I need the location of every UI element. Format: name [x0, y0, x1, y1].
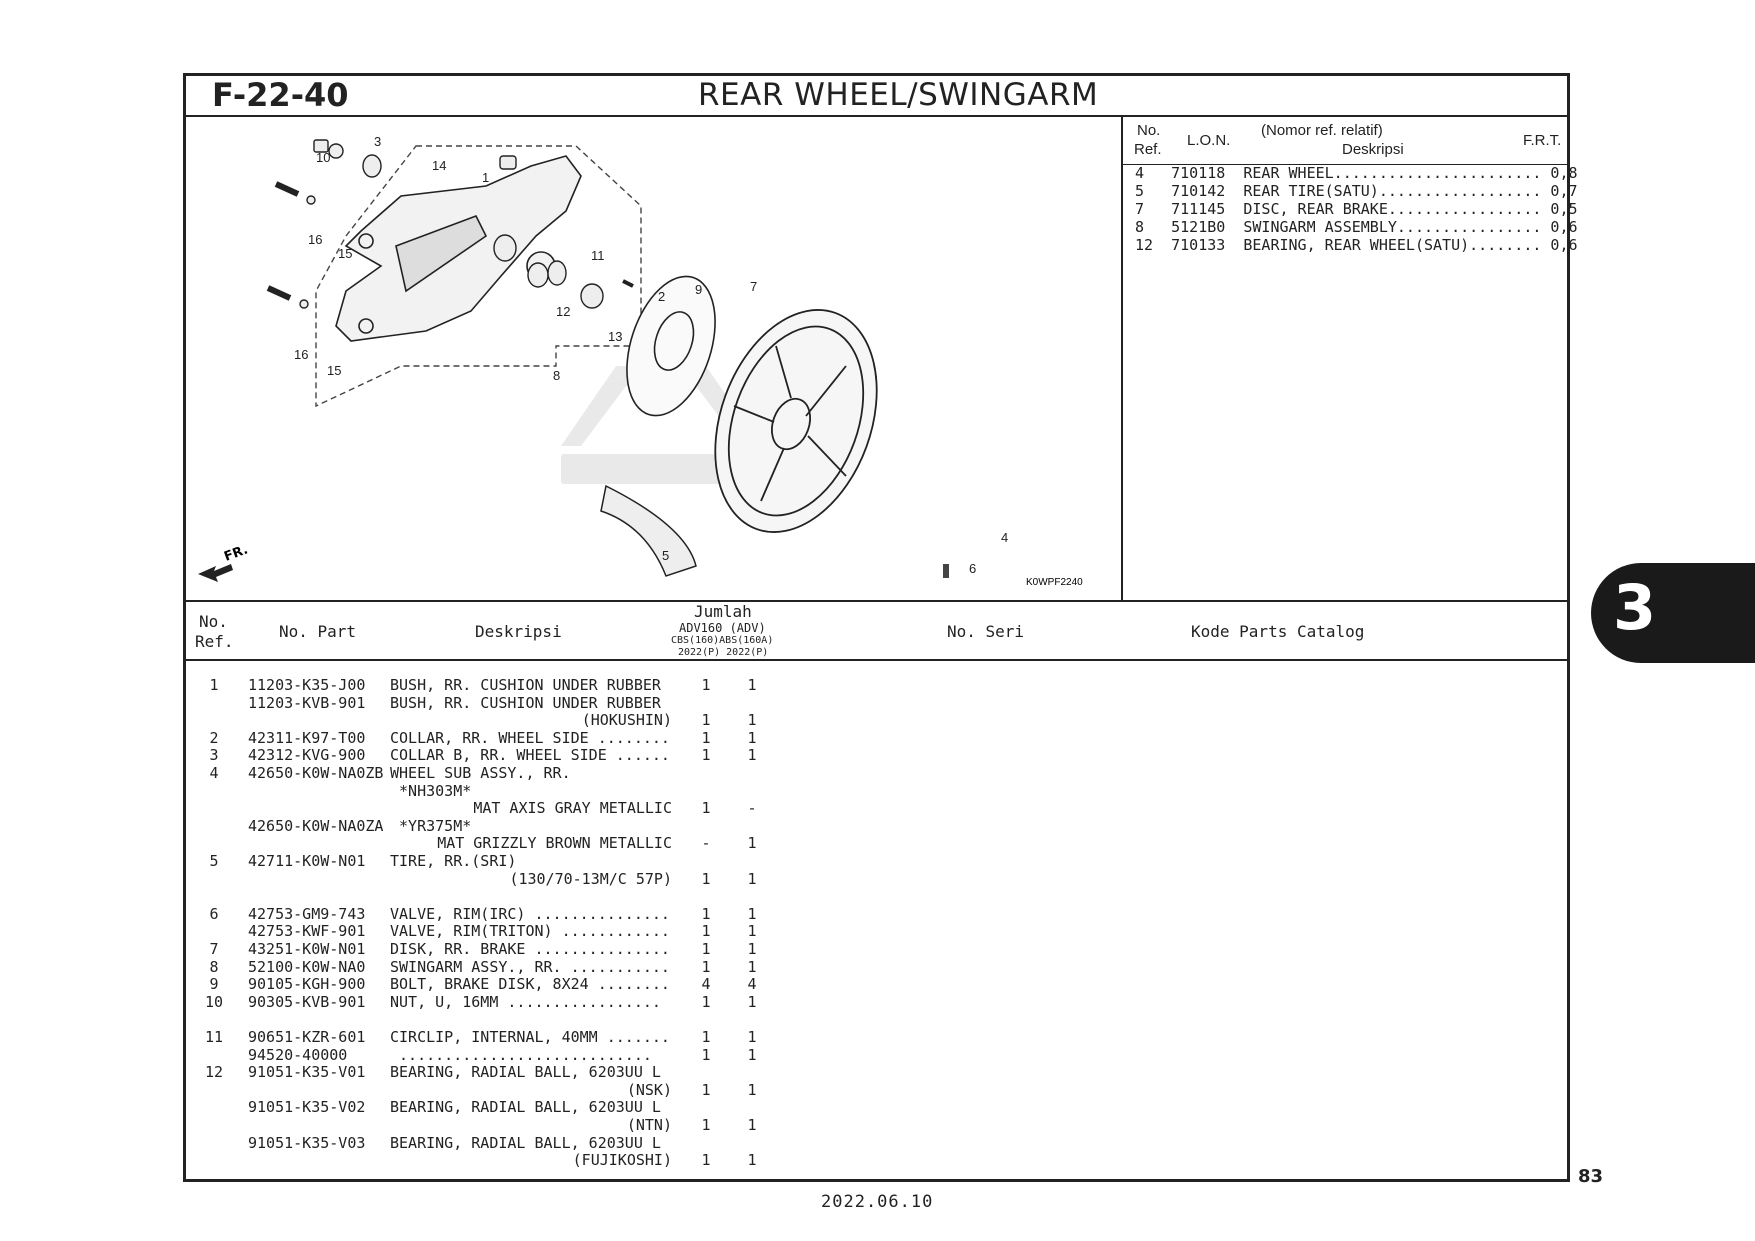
rear-tire [601, 486, 696, 576]
qty-abs: 1 [747, 1045, 757, 1064]
table-row [186, 904, 757, 923]
part-number: 42753-GM9-743 [248, 904, 366, 923]
col-description: Deskripsi [475, 622, 562, 641]
table-row [186, 728, 757, 747]
frt-row: 12 710133 BEARING, REAR WHEEL(SATU)........ 0,6 [1135, 236, 1578, 254]
swingarm-body [336, 156, 581, 341]
col-model-years: 2022(P) 2022(P) [678, 647, 769, 658]
part-ref: 2 [209, 728, 219, 747]
callout: 16 [308, 232, 323, 247]
frt-row: 8 5121B0 SWINGARM ASSEMBLY................ 0,6 [1135, 218, 1578, 236]
qty-abs: 1 [747, 728, 757, 747]
part-description: COLLAR B, RR. WHEEL SIDE ...... [390, 746, 670, 765]
callout: 12 [556, 304, 571, 319]
frt-head-no: No. [1137, 122, 1161, 139]
table-row [186, 869, 757, 888]
rear-wheel [686, 287, 906, 554]
qty-abs: - [747, 799, 757, 818]
qty-abs: 1 [747, 904, 757, 923]
qty-abs: 1 [747, 711, 757, 730]
part-ref: 9 [209, 975, 219, 994]
callout: 16 [294, 347, 309, 362]
part-number: 11203-K35-J00 [248, 676, 366, 694]
qty-abs: 1 [747, 1116, 757, 1134]
col-model: ADV160 (ADV) [679, 621, 766, 635]
qty-cbs: 1 [701, 746, 711, 765]
part-description: BEARING, RADIAL BALL, 6203UU L [390, 1133, 661, 1152]
part-number: 91051-K35-V01 [248, 1063, 366, 1082]
part-description: COLLAR, RR. WHEEL SIDE ........ [390, 728, 670, 747]
section-tab [1591, 563, 1755, 663]
part-description: DISK, RR. BRAKE ............... [390, 940, 670, 958]
table-row [186, 992, 757, 1011]
part-description: ............................ [390, 1045, 652, 1064]
table-row [186, 711, 757, 730]
fr-label: FR. [222, 542, 250, 565]
qty-cbs: 1 [701, 1045, 711, 1064]
part-description: VALVE, RIM(IRC) ............... [390, 904, 670, 923]
table-row [186, 887, 746, 905]
callout: 5 [662, 548, 670, 563]
part-description: BOLT, BRAKE DISK, 8X24 ........ [390, 975, 670, 994]
qty-cbs: 1 [701, 1080, 711, 1099]
qty-abs: 1 [747, 834, 757, 853]
table-row [186, 1116, 757, 1134]
part-number: 94520-40000 [248, 1045, 348, 1064]
qty-abs: 4 [747, 975, 757, 994]
part-description: SWINGARM ASSY., RR. ........... [390, 957, 670, 976]
table-row [186, 1063, 746, 1081]
part-ref: 8 [209, 957, 219, 976]
table-row [186, 817, 746, 835]
callout: 10 [316, 150, 331, 165]
table-row [186, 799, 757, 818]
table-row [186, 1010, 746, 1028]
qty-abs: 1 [747, 940, 757, 958]
part-description: CIRCLIP, INTERNAL, 40MM ....... [390, 1028, 670, 1046]
part-number: 52100-K0W-NA0 [248, 957, 366, 976]
table-row [186, 764, 746, 782]
callout: 15 [327, 363, 342, 378]
qty-cbs: 1 [701, 711, 711, 730]
frt-head-desc: Deskripsi [1342, 141, 1404, 158]
part-number: 42711-K0W-N01 [248, 852, 366, 870]
callout: 15 [338, 246, 353, 261]
col-no-ref-1: No. [199, 612, 228, 631]
frt-head-frt: F.R.T. [1523, 132, 1562, 149]
part-number: 42650-K0W-NA0ZA [248, 816, 384, 835]
qty-cbs: 1 [701, 922, 711, 941]
callout: 2 [658, 289, 666, 304]
qty-abs: 1 [747, 957, 757, 976]
col-no-ref-2: Ref. [195, 632, 234, 651]
col-model-variants: CBS(160)ABS(160A) [671, 635, 774, 646]
valve [943, 564, 949, 578]
table-row [186, 1134, 746, 1152]
part-ref: 10 [204, 992, 224, 1011]
callout: 8 [553, 368, 561, 383]
part-description: NUT, U, 16MM ................. [390, 992, 661, 1011]
part-ref: 12 [204, 1063, 224, 1082]
table-row [186, 975, 757, 994]
part-description-cont: (NSK) [626, 1080, 672, 1099]
part-number: 91051-K35-V02 [248, 1098, 366, 1117]
part-number: 42753-KWF-901 [248, 922, 366, 941]
part-description: BUSH, RR. CUSHION UNDER RUBBER [390, 676, 661, 694]
frt-head-desc-note: (Nomor ref. relatif) [1261, 122, 1383, 139]
callout: 14 [432, 158, 447, 173]
part-number: 42650-K0W-NA0ZB [248, 764, 384, 782]
table-row [186, 940, 757, 958]
callout: 1 [482, 170, 490, 185]
table-row [186, 834, 757, 853]
callout: 13 [608, 329, 623, 344]
part-description: BEARING, RADIAL BALL, 6203UU L [390, 1098, 661, 1117]
part-description: *NH303M* [390, 781, 472, 800]
table-row [186, 1098, 746, 1116]
table-row [186, 782, 746, 800]
qty-cbs: 1 [701, 728, 711, 747]
part-description-cont: (HOKUSHIN) [581, 711, 672, 730]
page-code: F-22-40 [212, 76, 349, 114]
qty-cbs: 1 [701, 904, 711, 923]
col-quantity: Jumlah [694, 602, 752, 621]
part-number: 90305-KVB-901 [248, 992, 366, 1011]
qty-cbs: 1 [701, 799, 711, 818]
frt-head-lon: L.O.N. [1187, 132, 1231, 149]
table-row [186, 1028, 757, 1046]
table-row [186, 1080, 757, 1099]
columns-divider [186, 659, 1567, 661]
table-row [186, 694, 746, 712]
part-description: BEARING, RADIAL BALL, 6203UU L [390, 1063, 661, 1082]
qty-abs: 1 [747, 992, 757, 1011]
frt-head-ref: Ref. [1134, 141, 1162, 158]
part-number: 42312-KVG-900 [248, 746, 366, 765]
part-ref: 7 [209, 940, 219, 958]
qty-cbs: 1 [701, 676, 711, 694]
table-row [186, 746, 757, 765]
callout: 4 [1001, 530, 1009, 545]
qty-cbs: 1 [701, 1028, 711, 1046]
part-number: 43251-K0W-N01 [248, 940, 366, 958]
frt-row: 7 711145 DISC, REAR BRAKE................. 0,5 [1135, 200, 1578, 218]
part-description-cont: (NTN) [626, 1116, 672, 1134]
qty-cbs: 1 [701, 869, 711, 888]
callout: 7 [750, 279, 758, 294]
callout: 11 [591, 248, 605, 263]
table-row [186, 852, 746, 870]
table-row [186, 957, 757, 976]
part-number: 90651-KZR-601 [248, 1028, 366, 1046]
qty-cbs: 1 [701, 957, 711, 976]
qty-abs: 1 [747, 746, 757, 765]
qty-abs: 1 [747, 1028, 757, 1046]
part-ref: 5 [209, 852, 219, 870]
part-number: 91051-K35-V03 [248, 1133, 366, 1152]
page-title: REAR WHEEL/SWINGARM [698, 77, 1099, 113]
diagram-code: K0WPF2240 [1026, 577, 1083, 588]
part-ref: 3 [209, 746, 219, 765]
qty-cbs: - [701, 834, 711, 853]
table-row [186, 922, 757, 941]
part-description-cont: MAT AXIS GRAY METALLIC [473, 799, 672, 818]
part-ref: 11 [204, 1028, 224, 1046]
diagram-divider [186, 600, 1567, 602]
qty-cbs: 1 [701, 1116, 711, 1134]
section-tab-number: 3 [1613, 571, 1657, 644]
table-row [186, 1151, 757, 1170]
callout: 6 [969, 561, 977, 576]
qty-abs: 1 [747, 676, 757, 694]
qty-abs: 1 [747, 922, 757, 941]
print-date: 2022.06.10 [821, 1192, 934, 1212]
col-part-number: No. Part [279, 622, 357, 641]
part-number: 42311-K97-T00 [248, 728, 366, 747]
part-description: *YR375M* [390, 816, 472, 835]
part-ref: 4 [209, 764, 219, 782]
qty-cbs: 1 [701, 1151, 711, 1170]
part-ref: 1 [209, 676, 219, 694]
part-description-cont: MAT GRIZZLY BROWN METALLIC [437, 834, 672, 853]
part-description: WHEEL SUB ASSY., RR. [390, 764, 571, 782]
part-number: 90105-KGH-900 [248, 975, 366, 994]
qty-abs: 1 [747, 869, 757, 888]
qty-cbs: 1 [701, 940, 711, 958]
frt-row: 5 710142 REAR TIRE(SATU).................. 0,7 [1135, 182, 1578, 200]
table-row [186, 676, 757, 694]
table-row [186, 1045, 757, 1064]
part-description: BUSH, RR. CUSHION UNDER RUBBER [390, 693, 661, 712]
page-number: 83 [1578, 1166, 1604, 1187]
part-description: TIRE, RR.(SRI) [390, 852, 517, 870]
part-description-cont: (130/70-13M/C 57P) [509, 869, 672, 888]
part-ref: 6 [209, 904, 219, 923]
exploded-parts-diagram [186, 116, 1121, 600]
part-description-cont: (FUJIKOSHI) [572, 1151, 672, 1170]
callout: 9 [695, 282, 703, 297]
qty-cbs: 1 [701, 992, 711, 1011]
qty-abs: 1 [747, 1151, 757, 1170]
qty-abs: 1 [747, 1080, 757, 1099]
callout: 3 [374, 134, 382, 149]
col-serial: No. Seri [947, 622, 1025, 641]
frt-divider [1121, 116, 1123, 600]
fr-arrow-icon [198, 564, 233, 582]
part-description: VALVE, RIM(TRITON) ............ [390, 922, 670, 941]
frt-row: 4 710118 REAR WHEEL....................... 0,8 [1135, 164, 1578, 182]
qty-cbs: 4 [701, 975, 711, 994]
col-catalog: Kode Parts Catalog [1191, 622, 1365, 641]
part-number: 11203-KVB-901 [248, 693, 366, 712]
